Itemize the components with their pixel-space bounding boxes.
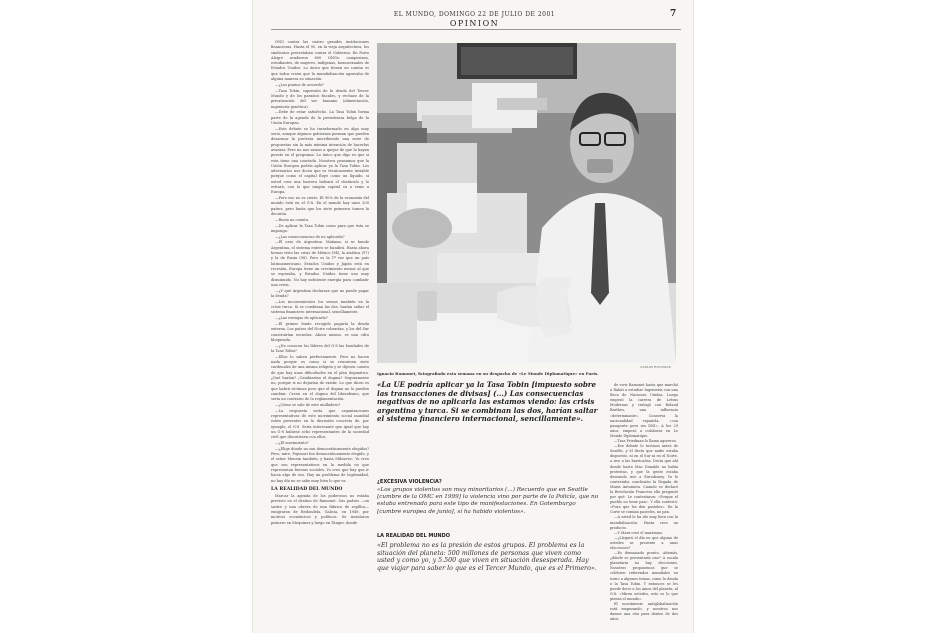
- right-paragraph: —Es demasiado pronto. Además, ¿dónde se presentaría uno? A escala planetaria no hay elecciones. Nosotros proponemos que se celebren referendos mundiales en torno a algunos temas, como la deuda o la Tasa Tobin. Y entonces se les puede decir a los amos del planeta, al G-8: «Miren ustedes, esto es lo que piensa el mundo».: [610, 551, 678, 601]
- left-paragraph: —El primer fondo recogido pagaría la deuda externa. Los países del Norte cobrarían, y los del Sur construirían escuelas. Ahora mismo, es una cifra bloqueada.: [271, 321, 369, 342]
- left-text-column: [271, 40, 369, 612]
- left-paragraph: Marcar la agenda de los poderosos no estaba previsto en el destino de Ramonet. Sus padres —un sastre y una obrera de una fábrica de sepillos— emigraron de Redondela, Galicia, en 1949, por motivos económicos y políticos. Se instalaron primero en Mequinez y luego en Tánger, donde: [271, 494, 369, 525]
- left-paragraph: —¿Las ventajas de aplicarla?: [275, 316, 328, 321]
- left-paragraph: —¿Las consecuencias de no aplicarla?: [275, 234, 345, 239]
- left-paragraph: —¿Cómo se sale de este atolladero?: [275, 402, 341, 407]
- right-text-column: [610, 383, 678, 622]
- portrait-photo: [377, 43, 676, 363]
- right-paragraph: El movimiento antiglobalización está empezando, y nosotros nos damos una cita para dentro de dos años.: [610, 602, 678, 622]
- left-paragraph: —Este debate se ha transformado en algo muy serio, aunque algunos gobiernos piensan que pueden desarmar la protesta inscribiendo una serie de propuestas sin la más mínima intención de hacerlas avanzar. Pero no nos vamos a quejar de que la hayan puesto en el programa. Lo único que digo es que si esta tiene una coartada. Nosotros pensamos que la Unión Europea podría aplicar ya la Tasa Tobin. Los adversarios nos dicen que es técnicamente inviable porque como el capital fluye como un líquido, si usted crea una barrera ladeará el obstáculo y lo evitará, con lo que ningún capital va a venir a Europa.: [271, 126, 369, 195]
- subhead-violencia: ¿EXCESIVA VIOLENCIA?: [377, 479, 442, 485]
- pull-quote-main: «La UE podría aplicar ya la Tasa Tobin [impuesto sobre las transacciones de divisas] (...) Las consecuencias negativas de no aplicarla las estamos viendo: las crisis argentina y turca. Si se combinan las dos, harían saltar el sistema financiero internacional, sencillamente».: [377, 380, 598, 424]
- left-paragraph: —¿El movimiento?: [275, 440, 309, 445]
- right-paragraph: —¿Llegará el día en que alguno de ustedes se presente a unas elecciones?: [610, 535, 678, 550]
- header-rule: [271, 29, 681, 30]
- section-title: OPINION: [449, 19, 500, 28]
- left-paragraph: —Pero eso no es cierto. El 90% de la economía del mundo está en el G-8. En el mundo hay unos 200 países, pero basta que los siete primeros tomen la decisión.: [271, 196, 369, 216]
- left-paragraph: —¿Los puntos de acuerdo?: [275, 82, 324, 87]
- left-subhead: LA REALIDAD DEL MUNDO: [271, 486, 343, 492]
- date-line: EL MUNDO, DOMINGO 22 DE JULIO DE 2001: [393, 11, 556, 18]
- left-paragraph: —Tasa Tobin, supresión de la deuda del Tercer Mundo y de los paraísos fiscales, y rechazo de la privatización del ser humano (alimentación, ingeniería genética).: [271, 88, 369, 109]
- left-paragraph: ONG contra las cuatro grandes instituciones financieras. Hasta el 95, en la vieja arquitectura, los sindicatos protestaban contra el Gobierno. En Porto Alegre acudieron 800 ONGs: campesinos, estudiantes, de mujeres, indígenas, homosexuales de Estados Unidos. Lo único que tienen en común es que todos creen que la mundialización agravaba de alguna manera su situación.: [271, 40, 369, 82]
- left-paragraph: —¿Y qué Argentina declarase que no puede pagar la deuda?: [271, 288, 369, 298]
- photo-credit: CARLOS ROTOMAR: [640, 365, 671, 369]
- left-paragraph: —El caso de Argentina. Mañana, si se hunde Argentina, el sistema entero se hundirá. Hasta ahora hemos visto las crisis de México (94), la asiática (97) y la de Rusia (98). Pero es la 1ª vez que un país latinoamericano, Estados Unidos y Japón está en recesión, Europa tiene un crecimiento menor al que se esperaba, y Estados Unidos tiene uno muy disminuido. No hay suficiente energía para combatir una crisis.: [271, 240, 369, 287]
- right-paragraph: —Y Marx creó el marxismo.: [614, 530, 664, 535]
- left-paragraph: —Ellos lo saben perfectamente. Pero no hacen nada porque es como si se reuniesen siete cardenales de una misma religión y se dijesen cuento de que hay unas dificultades en el plan dogmático. ¿Qué harían? ¡Cambiarían el dogma? Seguramente no, porque si no dejarían de existir. Lo que dicen es que habrá víctimas pero que el dogma no lo pueden cambiar. Creen en el dogma del liberalismo, que sería un contrario de la reglamentación.: [271, 354, 369, 402]
- left-paragraph: —¿Elige dónde no son democráticamente elegidos? Pero, mire, Fujimori fue democráticamente elegido, y el señor Menem también, y hasta Milosevic. Yo creo que son representativos en la medida en que representan fuerzas sociales. Yo creo que hay que ir hacia algo de eso. Hay un problema de legitimidad, no hay día no se sabe muy bien lo que es.: [271, 446, 369, 483]
- page-number: 7: [670, 9, 677, 19]
- pull-quote-world: «El problema no es la presión de estos grupos. El problema es la situación del planeta: 500 millones de personas que viven como usted y como yo, y 5.500 que viven en situación desesperada. Hay que viajar para saber lo que es el Tercer Mundo, que es el Primero».: [377, 542, 597, 572]
- right-paragraph: —Tras Friedman lo llama agoreros.: [614, 439, 677, 444]
- photo-caption: Ignacio Ramonet, fotografiado esta semana en su despacho de «Le Monde Diplomatique» en París.: [377, 371, 599, 376]
- subhead-realidad: LA REALIDAD DEL MUNDO: [377, 533, 451, 539]
- left-paragraph: —Rusia no cuenta.: [275, 217, 310, 222]
- pull-quote-violence: «Los grupos violentos son muy minoritarios (...) Recuerdo que en Seattle [cumbre de la OMC en 1999] la violencia vino por parte de la Policía, que no estaba entrenada para este tipo de manifestaciones. En Gotemburgo [cumbre europea de junio], sí ha habido violentos».: [377, 487, 599, 515]
- left-paragraph: —¿No conocen los líderes del G-8 las bondades de la Tasa Tobin?: [271, 343, 369, 353]
- right-paragraph: —Ese debate lo tuvimos antes de Seattle, y él decía que nadie estaba dispuesto, ni en el Sur ni en el Norte, a irse a las barricadas. Decía que ahí donde hasta Mac Donalds no había protestas, y que la gente estaba deseando irse a Eurodisney. Yo le contestaba conclusión la llegada de María Antonieta. Cuando se declaró la Revolución Francesa ella preguntó por qué. Le contestaron: «Porque el pueblo no tiene pan». Y ella contestó: «Pues que les den pasteles». En la Corte se comían pasteles, no pan.: [610, 444, 678, 515]
- left-paragraph: —De aplicar la Tasa Tobin como para que ésta se imponga.: [271, 223, 369, 233]
- left-paragraph: —Debe de estar satisfecho. La Tasa Tobin forma parte de la agenda de la presidencia belga de la Unión Europea.: [271, 110, 369, 125]
- left-paragraph: —La respuesta sería que organizaciones representativas de este movimiento social mundial estén presentes en la discusión concreta de, por ejemplo, el G-8. Sería interesante que igual que hay un G-8 hubiese ocho representantes de la sociedad civil que discutiesen con ellos.: [271, 408, 369, 440]
- right-paragraph: —A usted le ha ido muy bien con la mundialización. Hasta creo un producto.: [610, 515, 678, 530]
- right-paragraph: de vivir Ramonet hasta que marchó a Rabat a estudiar Ingeniería con una Beca de Naciones Unidas. Luego empezó la carrera de Letras Modernas y trabajó con Roland Barthes, una influencia «determinante». Conserva la nacionalidad española, «con pasaporte pero sin DNI». A los 29 años, empezó a colaborar en Le Monde Diplomatique.: [610, 383, 678, 438]
- left-paragraph: —Los inconvenientes los vemos también en la crisis turca. Si se combinan las dos, harían saltar el sistema financiero internacional, sencillamente.: [271, 299, 369, 315]
